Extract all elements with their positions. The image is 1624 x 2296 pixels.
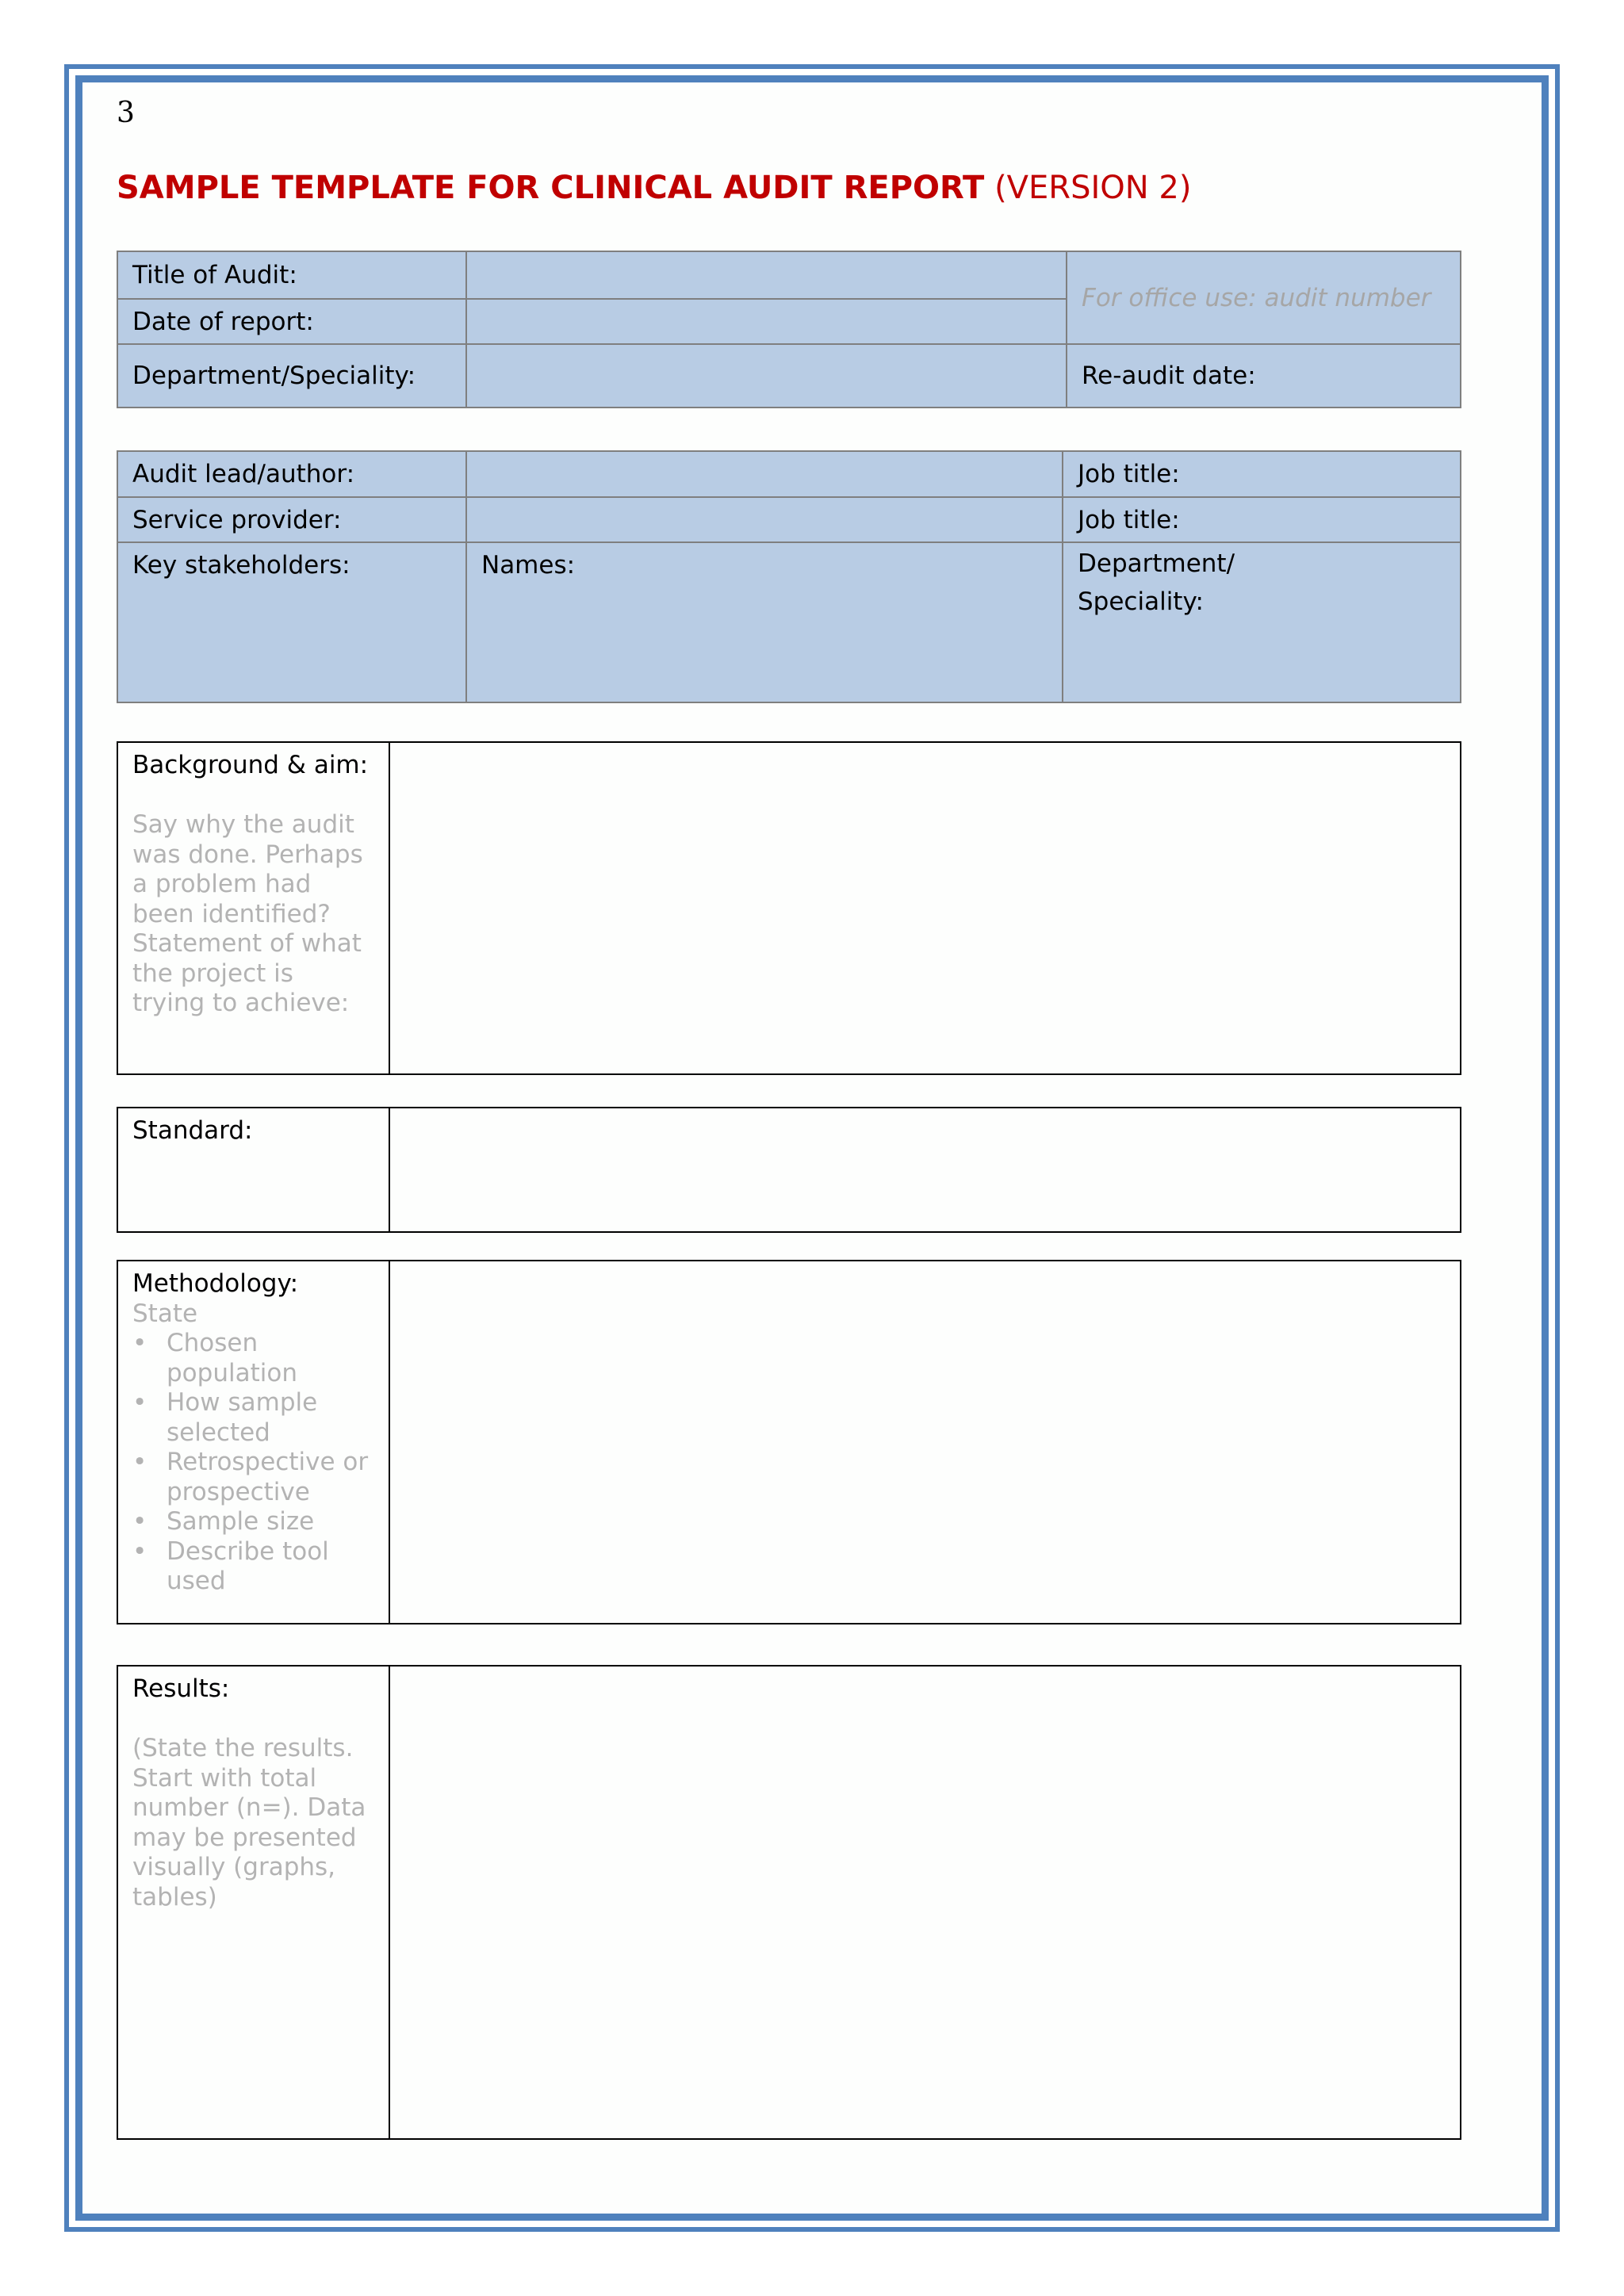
stakeholder-department-label-line1: Department/ [1078,549,1235,578]
results-section [117,1665,1461,2140]
methodology-hint-intro: State [132,1299,198,1328]
page-number: 3 [117,97,135,129]
methodology-content-field[interactable] [389,1261,1461,1624]
list-item-line: prospective [167,1477,310,1506]
hint-line: tables) [132,1882,217,1911]
bullet-icon: • [132,1388,147,1417]
audit-lead-job-title[interactable]: Job title: [1063,451,1461,497]
list-item-line: population [167,1358,297,1387]
hint-line: Say why the audit [132,810,354,839]
document-title-main: SAMPLE TEMPLATE FOR CLINICAL AUDIT REPORT [117,170,985,206]
stakeholder-department-label-line2: Speciality: [1078,587,1204,616]
methodology-label: Methodology: [132,1269,299,1298]
service-provider-label: Service provider: [117,497,466,542]
bullet-icon: • [132,1536,147,1566]
stakeholder-names-label: Names: [481,551,576,580]
methodology-label-cell [117,1261,389,1624]
hint-line: trying to achieve: [132,989,350,1017]
list-item-line: used [167,1567,226,1595]
list-item-line: How sample [167,1388,318,1417]
bullet-icon: • [132,1507,147,1536]
service-provider-field[interactable] [466,497,1063,542]
document-title-version: (VERSION 2) [994,170,1192,206]
bullet-icon: • [132,1329,147,1357]
list-item [132,1507,374,1537]
report-date-label: Date of report: [117,299,466,344]
office-use-cell[interactable] [1067,251,1461,344]
hint-line: was done. Perhaps [132,840,363,869]
audit-info-table [117,251,1461,408]
list-item-line: Sample size [167,1507,315,1536]
stakeholder-names-field[interactable] [466,542,1063,702]
list-item-line: Retrospective or [167,1448,369,1476]
background-label-cell [117,742,389,1074]
key-stakeholders-label: Key stakeholders: [117,542,466,702]
reaudit-date-cell[interactable] [1067,344,1461,408]
hint-line: may be presented [132,1823,357,1852]
stakeholder-department-field[interactable] [1063,542,1461,702]
list-item-line: selected [167,1418,270,1447]
list-item [132,1537,374,1597]
list-item [132,1388,374,1448]
results-label-cell [117,1666,389,2139]
background-section [117,741,1461,1075]
department-field[interactable] [466,344,1067,408]
audit-people-table [117,450,1461,703]
standard-content-field[interactable] [389,1108,1461,1232]
hint-line: number (n=). Data [132,1793,366,1822]
hint-line: a problem had [132,870,312,898]
background-content-field[interactable] [389,742,1461,1074]
audit-lead-field[interactable] [466,451,1063,497]
background-hint [132,810,374,1019]
department-label: Department/Speciality: [117,344,466,408]
results-content-field[interactable] [389,1666,1461,2139]
service-provider-job-title[interactable]: Job title: [1063,497,1461,542]
hint-line: visually (graphs, [132,1853,336,1881]
audit-title-label: Title of Audit: [117,251,466,299]
reaudit-date-label: Re-audit date: [1082,362,1256,390]
hint-line: (State the results. [132,1734,354,1762]
hint-line: Statement of what [132,929,362,958]
standard-label: Standard: [117,1108,389,1232]
results-label: Results: [132,1674,230,1703]
methodology-section [117,1260,1461,1624]
background-label: Background & aim: [132,751,369,779]
office-use-hint: For office use: audit number [1082,283,1431,312]
document-title [117,170,1191,206]
report-date-field[interactable] [466,299,1067,344]
list-item [132,1448,374,1507]
standard-section [117,1107,1461,1233]
audit-lead-label: Audit lead/author: [117,451,466,497]
bullet-icon: • [132,1448,147,1476]
list-item [132,1329,374,1388]
list-item-line: Chosen [167,1329,259,1357]
methodology-hint-list [132,1329,374,1597]
audit-title-field[interactable] [466,251,1067,299]
hint-line: the project is [132,959,293,988]
hint-line: been identified? [132,899,331,928]
hint-line: Start with total [132,1763,317,1793]
results-hint [132,1734,374,1912]
list-item-line: Describe tool [167,1536,329,1566]
